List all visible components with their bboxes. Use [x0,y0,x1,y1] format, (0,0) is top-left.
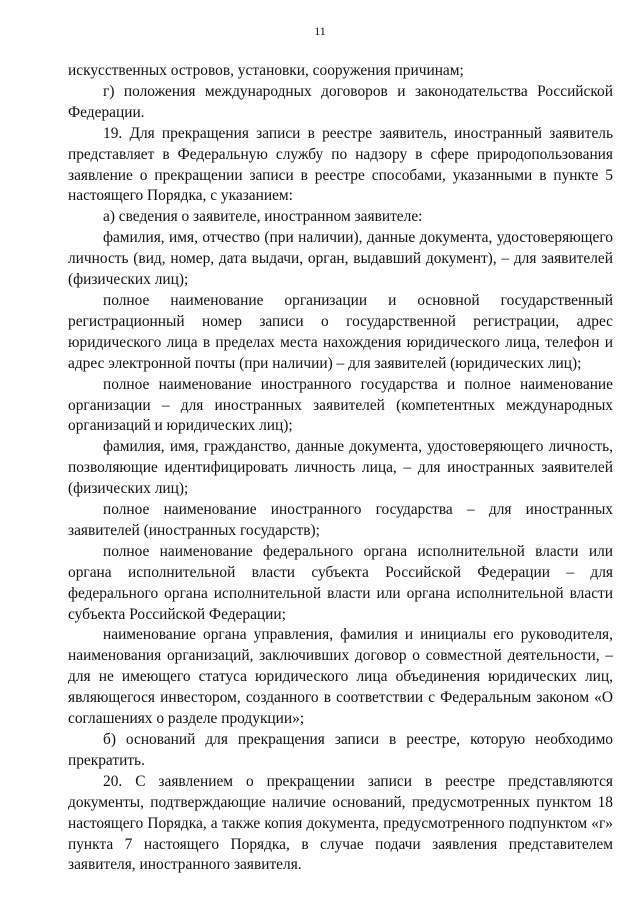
page-number: 11 [314,24,326,38]
paragraph-continuation: искусственных островов, установки, сооружения причинам; [68,62,464,79]
paragraph-investor-association: наименование органа управления, фамилия и инициалы его руководителя, наименования организаций, заключивших договор о совместной деятельности, – для не имеющего статуса юридического лица объединения юридических лиц, являющегося инвестором, созданного в соответствии с Федеральным законом «О соглашениях о разделе продукции»; [68,626,613,728]
paragraph-federal-authorities: полное наименование федерального органа исполнительной власти или органа исполнительной власти субъекта Российской Федерации – для федерального органа исполнительной власти или органа исполнительной власти субъекта Российской Федерации; [68,542,613,623]
paragraph-20: 20. С заявлением о прекращении записи в реестре представляются документы, подтверждающие наличие оснований, предусмотренных пунктом 18 настоящего Порядка, а также копия документа, предусмотренного подпунктом «г» пункта 7 настоящего Порядка, в случае подачи заявления представителем заявителя, иностранного заявителя. [68,772,613,874]
paragraph-19: 19. Для прекращения записи в реестре заявитель, иностранный заявитель представляет в Федеральную службу по надзору в сфере природопользования заявление о прекращении записи в реестре способами, указанными в пункте 5 настоящего Порядка, с указанием: [68,124,613,205]
document-body [68,61,613,876]
paragraph-item-g: г) положения международных договоров и законодательства Российской Федерации. [68,82,613,121]
paragraph-individuals: фамилия, имя, отчество (при наличии), данные документа, удостоверяющего личность (вид, номер, дата выдачи, орган, выдавший документ), – для заявителей (физических лиц); [68,229,613,289]
paragraph-legal-entities: полное наименование организации и основной государственный регистрационный номер записи о государственной регистрации, адрес юридического лица в пределах места нахождения юридического лица, телефон и адрес электронной почты (при наличии) – для заявителей (юридических лиц); [68,291,613,372]
paragraph-foreign-states: полное наименование иностранного государства – для иностранных заявителей (иностранных государств); [68,501,613,539]
paragraph-item-a: а) сведения о заявителе, иностранном заявителе: [103,208,423,226]
paragraph-item-b: б) оснований для прекращения записи в реестре, которую необходимо прекратить. [68,731,613,769]
paragraph-foreign-organizations: полное наименование иностранного государства и полное наименование организации – для иностранных заявителей (компетентных международных организаций и юридических лиц); [68,375,613,435]
paragraph-foreign-individuals: фамилия, имя, гражданство, данные документа, удостоверяющего личность, позволяющие идентифицировать личность лица, – для иностранных заявителей (физических лиц); [68,438,613,498]
